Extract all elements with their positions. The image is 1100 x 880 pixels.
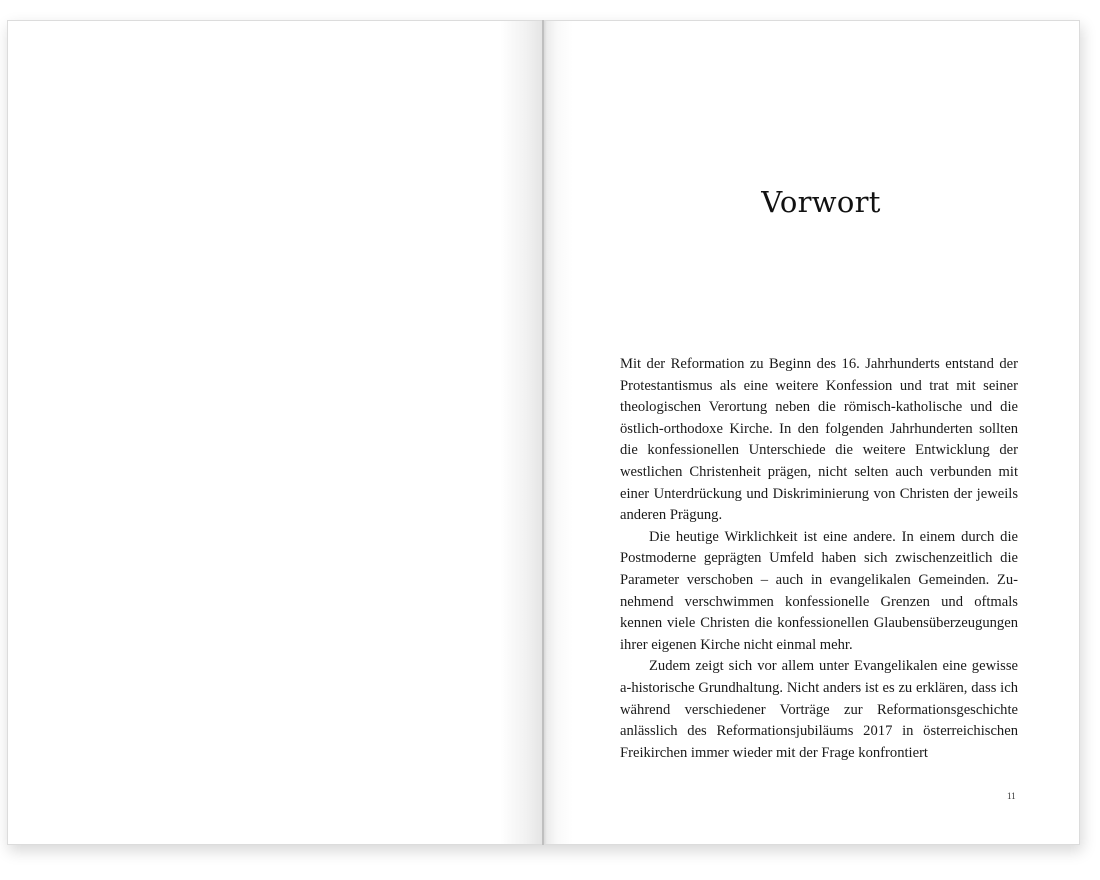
paragraph-2: Die heutige Wirklichkeit ist eine andere. In einem durch die Postmoderne geprägten Umfeld haben sich zwischenzeitlich die Parameter verschoben – auch in evangelikalen Gemeinden. Zunehmend verschwimmen konfessionelle Grenzen und oftmals kennen viele Christen die konfessionellen Glaubensüberzeugungen ihrer eigenen Kirche nicht einmal mehr.	[620, 528, 1018, 653]
right-page	[543, 20, 1080, 845]
left-page-blank	[7, 20, 543, 845]
paragraph-3: Zudem zeigt sich vor allem unter Evangelikalen eine gewisse a-historische Grundhaltung. Nicht anders ist es zu erklären, dass ich während verschiedener Vorträge zur Reformationsgeschichte anlässlich des Reformationsjubiläums 2017 in österreichischen Freikirchen immer wieder mit der Frage konfrontiert	[620, 658, 1018, 761]
open-book-spread	[7, 20, 1080, 845]
page-number: 11	[1007, 791, 1016, 801]
paragraph-1: Mit der Reformation zu Beginn des 16. Jahrhunderts entstand der Protestantismus als eine weitere Konfession und trat mit seiner theologischen Verortung neben die römisch-katholische und die östlich-orthodoxe Kirche. In den folgenden Jahrhunderten sollten die konfessionellen Unterschiede die weitere Entwicklung der westlichen Christenheit prägen, nicht selten auch verbunden mit einer Unterdrückung und Diskriminierung von Christen der jeweils anderen Prägung.	[620, 356, 1018, 524]
book-gutter	[542, 20, 544, 845]
chapter-title: Vorwort	[761, 185, 881, 219]
body-text	[620, 354, 1018, 764]
